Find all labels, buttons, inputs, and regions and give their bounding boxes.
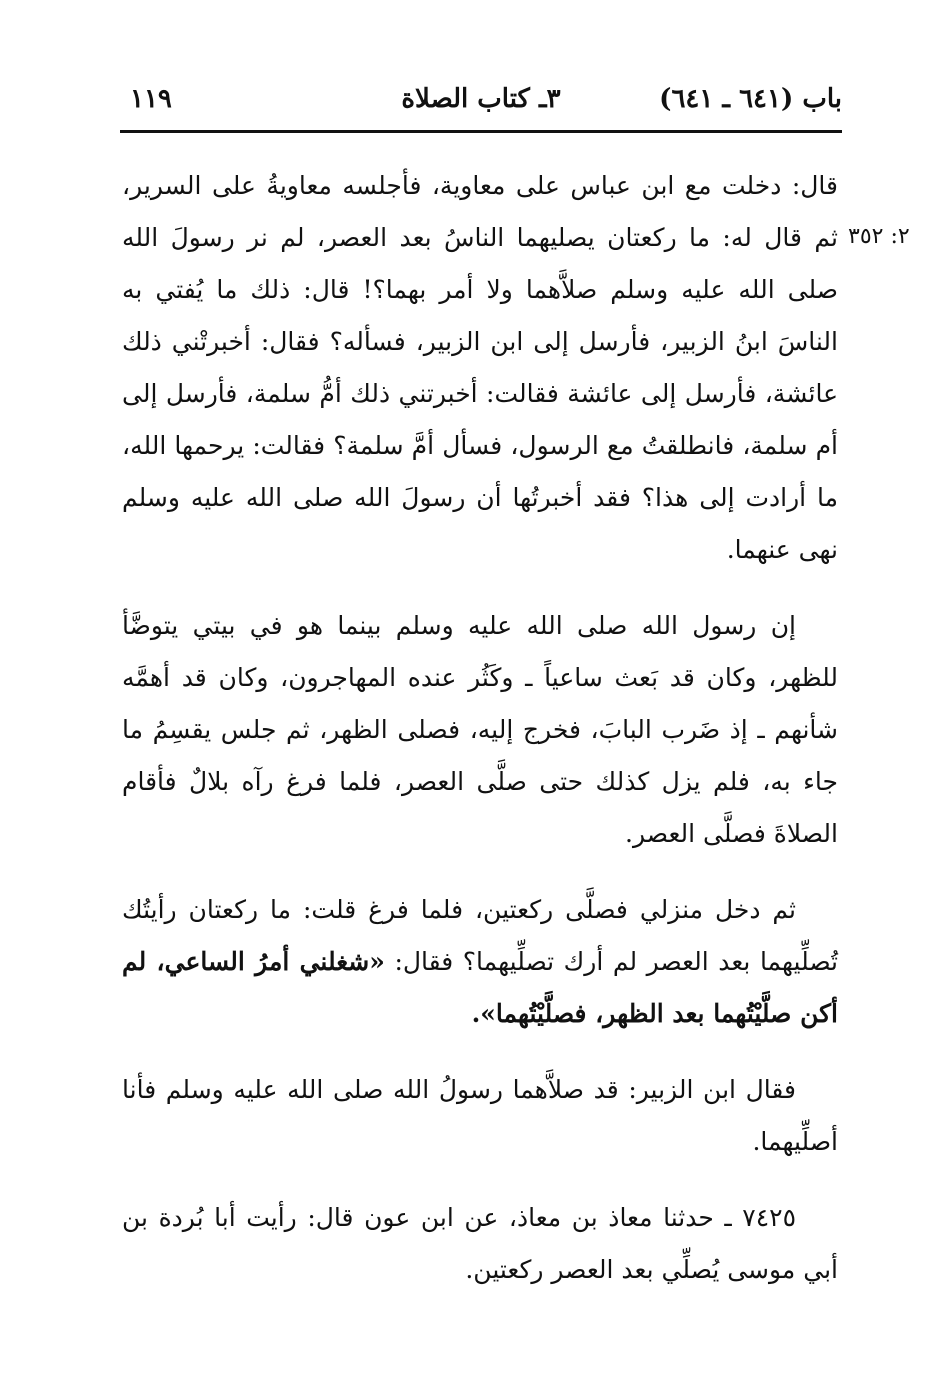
chapter-heading: باب (٦٤١ ـ ٦٤١) [659,84,842,114]
paragraph-1: قال: دخلت مع ابن عباس على معاوية، فأجلسه معاويةُ على السرير، ثم قال له: ما ركعتان يصليهما الناسُ بعد العصر، لم نر رسولَ الله صلى الله عليه وسلم صلاَّهما ولا أمر بهما؟! قال: ذلك ما يُفتي به الناسَ ابنُ الزبير، فأرسل إلى ابن الزبير، فسأله؟ فقال: أخبرتْني ذلك عائشة، فأرسل إلى عائشة فقالت: أخبرتني ذلك أمُّ سلمة، فأرسل إلى أم سلمة، فانطلقتُ مع الرسول، فسأل أمَّ سلمة؟ فقالت: يرحمها الله، ما أرادت إلى هذا؟ فقد أخبرتُها أن رسولَ الله صلى الله عليه وسلم نهى عنهما. [122,171,838,564]
paragraph-2: إن رسول الله صلى الله عليه وسلم بينما هو في بيتي يتوضَّأ للظهر، وكان قد بَعث ساعياً ـ وكَثُر عنده المهاجرون، وكان قد أهمَّه شأنهم ـ إذ ضَرب البابَ، فخرج إليه، فصلى الظهر، ثم جلس يقسِمُ ما جاء به، فلم يزل كذلك حتى صلَّى العصر، فلما فرغ رآه بلالٌ فأقام الصلاةَ فصلَّى العصر. [122,611,838,848]
paragraph-3-text: ثم دخل منزلي فصلَّى ركعتين، فلما فرغ قلت: ما ركعتان رأيتُك تُصلِّيهما بعد العصر لم أرك تصلِّيهما؟ فقال: [122,895,838,976]
page-body [122,160,838,1296]
header-rule [120,130,842,133]
book-title: ٣ـ كتاب الصلاة [401,84,561,114]
paragraph-4: فقال ابن الزبير: قد صلاَّهما رسولُ الله صلى الله عليه وسلم فأنا أصلِّيهما. [122,1075,838,1156]
paragraph-3 [122,884,838,1040]
page-number: ١١٩ [130,84,172,114]
margin-reference: ٢: ٣٥٢ [848,224,910,249]
prophet-quote: «شغلني أمرُ الساعي، لم أكن صلَّيْتُهما بعد الظهر، فصلَّيْتُهما». [122,947,838,1028]
paragraph-5: ٧٤٢٥ ـ حدثنا معاذ بن معاذ، عن ابن عون قال: رأيت أبا بُردة بن أبي موسى يُصلِّي بعد العصر ركعتين. [122,1203,838,1284]
page-header [120,84,842,124]
